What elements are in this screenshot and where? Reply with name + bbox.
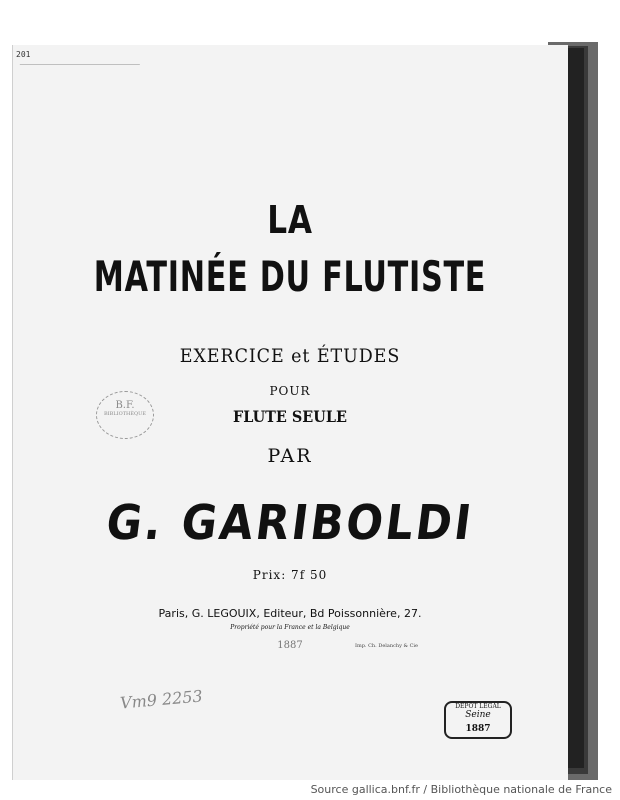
library-stamp-round	[96, 391, 154, 439]
legal-deposit-stamp	[444, 701, 512, 739]
round-stamp-subtext: BIBLIOTHÈQUE	[103, 411, 147, 417]
plate-number: 1887	[277, 640, 303, 651]
source-credit: Source gallica.bnf.fr / Bibliothèque nationale de France	[310, 783, 612, 796]
rect-stamp-top: DÉPÔT LÉGAL	[455, 703, 501, 710]
page-fold-mark	[20, 52, 145, 65]
round-stamp-text: B.F.	[115, 400, 135, 411]
corner-mark: 201	[16, 50, 31, 59]
handwritten-shelfmark: Vm9 2253	[119, 686, 204, 713]
page-edge-front	[566, 48, 584, 768]
printer-credit: Imp. Ch. Delanchy & Cie	[355, 643, 418, 649]
instrument-label: FLUTE SEULE	[233, 407, 347, 426]
title-main: MATINÉE DU FLUTISTE	[93, 252, 487, 301]
composer-name: G. GARIBOLDI	[103, 495, 477, 551]
price-label: Prix: 7f 50	[252, 568, 328, 582]
publisher-line: Paris, G. LEGOUIX, Editeur, Bd Poissonnière, 27.	[158, 607, 422, 620]
property-note: Propriété pour la France et la Belgique	[230, 624, 350, 631]
subtitle: EXERCICE et ÉTUDES	[179, 345, 401, 367]
rect-stamp-signature: Seine	[465, 710, 491, 720]
rect-stamp-year: 1887	[465, 724, 491, 734]
pour-label: POUR	[269, 384, 311, 398]
title-article: LA	[267, 198, 313, 242]
par-label: PAR	[267, 445, 313, 467]
